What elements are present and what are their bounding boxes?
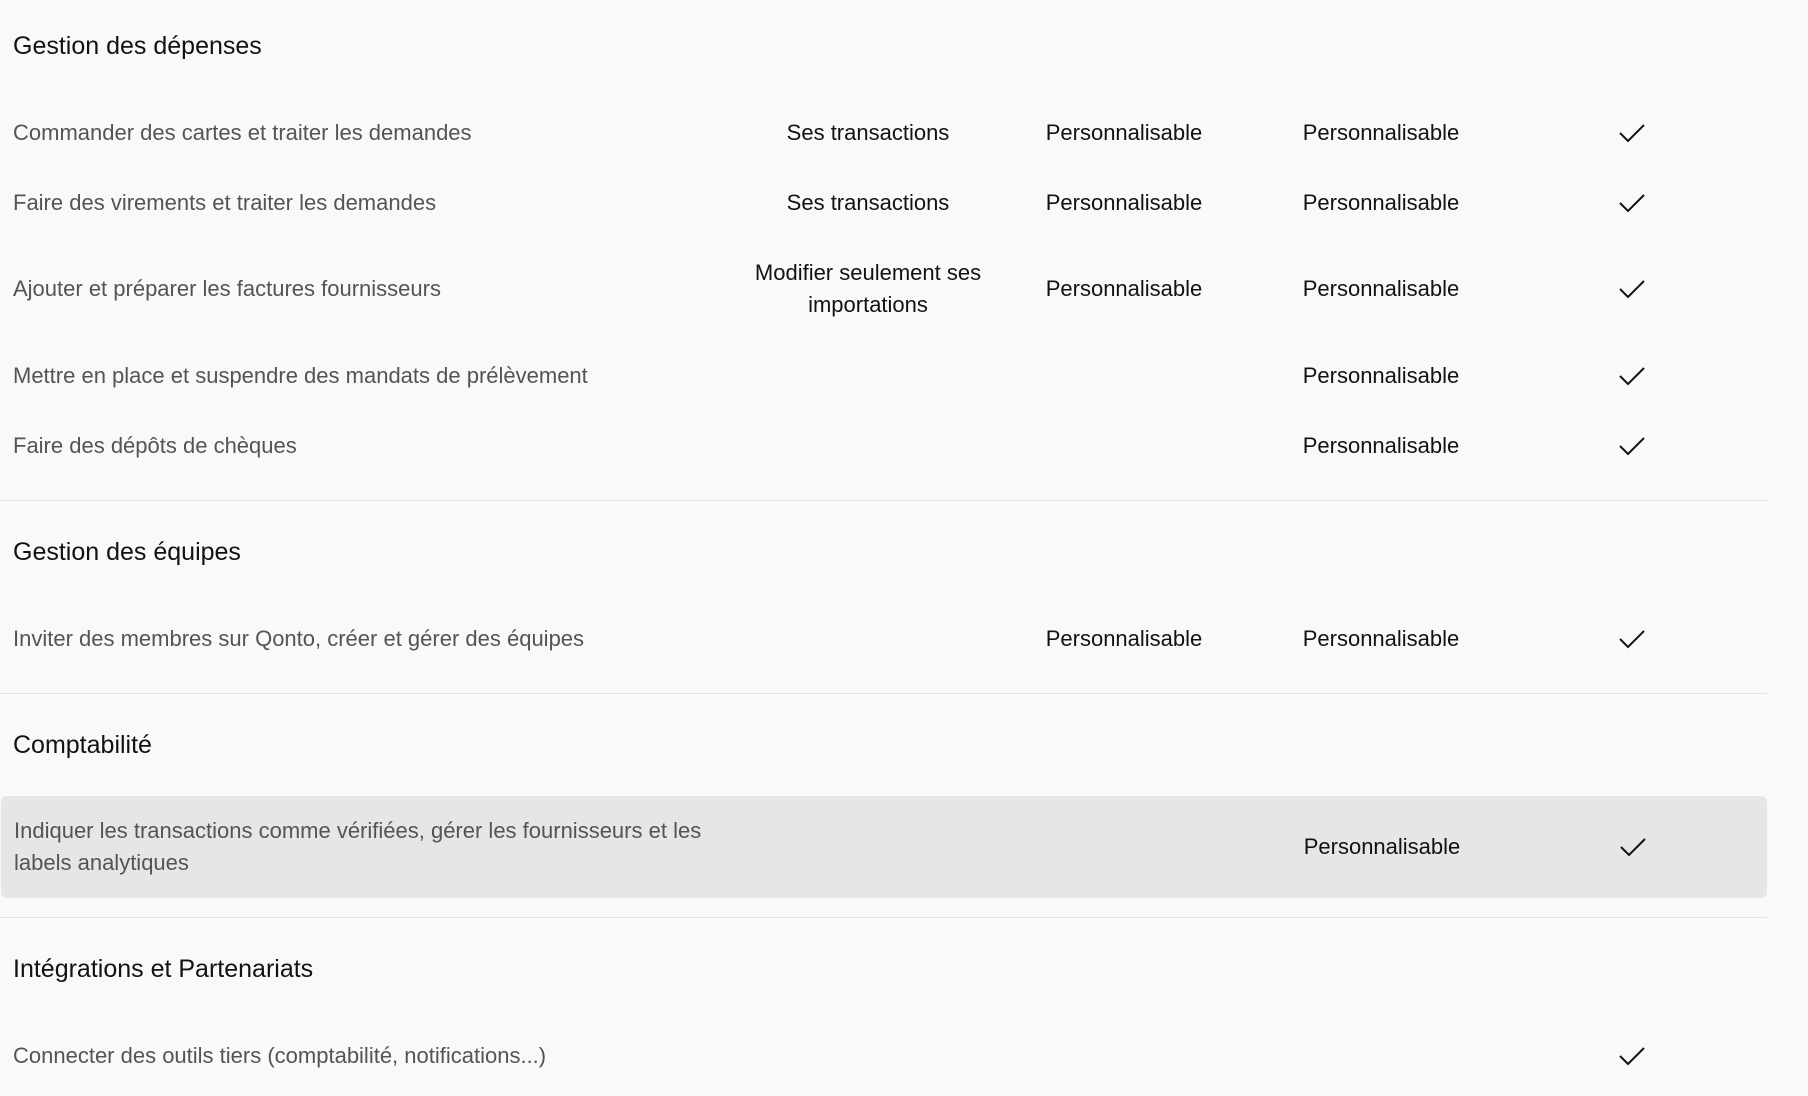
- check-icon: [1617, 1044, 1647, 1068]
- table-row-factures[interactable]: [0, 243, 1767, 335]
- check-icon: [1617, 277, 1647, 301]
- cell-col3: Personnalisable: [1302, 190, 1460, 215]
- table-row-transactions-verifiees[interactable]: [1, 796, 1767, 898]
- cell-col3: Personnalisable: [1302, 626, 1460, 651]
- cell-col3: Personnalisable: [1302, 120, 1460, 145]
- check-icon: [1617, 191, 1647, 215]
- cell-col3: Personnalisable: [1302, 363, 1460, 388]
- check-icon: [1617, 434, 1647, 458]
- row-label: Ajouter et préparer les factures fournisseurs: [13, 276, 441, 301]
- section-divider: [0, 500, 1767, 501]
- cell-col2: Personnalisable: [1045, 276, 1203, 301]
- section-title-comptabilite: Comptabilité: [13, 731, 152, 759]
- check-icon: [1618, 835, 1648, 859]
- check-icon: [1617, 364, 1647, 388]
- cell-col2: Personnalisable: [1045, 120, 1203, 145]
- row-label: Mettre en place et suspendre des mandats de prélèvement: [13, 363, 588, 388]
- table-row-cheques[interactable]: [0, 415, 1767, 477]
- table-row-outils-tiers[interactable]: [0, 1025, 1767, 1087]
- row-label: Connecter des outils tiers (comptabilité, notifications...): [13, 1043, 547, 1068]
- row-label: Commander des cartes et traiter les demandes: [13, 120, 472, 145]
- check-icon: [1617, 627, 1647, 651]
- row-label: Inviter des membres sur Qonto, créer et gérer des équipes: [13, 626, 585, 651]
- cell-col1: Ses transactions: [786, 190, 950, 215]
- check-icon: [1617, 121, 1647, 145]
- table-row-virements[interactable]: [0, 172, 1767, 234]
- row-label: Faire des virements et traiter les demandes: [13, 190, 437, 215]
- table-row-inviter-membres[interactable]: [0, 608, 1767, 670]
- table-row-commander-cartes[interactable]: [0, 102, 1767, 164]
- section-title-gestion-depenses: Gestion des dépenses: [13, 32, 262, 60]
- section-divider: [0, 917, 1767, 918]
- cell-col3: Personnalisable: [1302, 276, 1460, 301]
- row-label: Faire des dépôts de chèques: [13, 433, 297, 458]
- cell-col2: Personnalisable: [1045, 190, 1203, 215]
- section-divider: [0, 693, 1767, 694]
- cell-col3: Personnalisable: [1302, 433, 1460, 458]
- section-title-integrations: Intégrations et Partenariats: [13, 955, 314, 983]
- row-label: Indiquer les transactions comme vérifiées, gérer les fournisseurs et les labels analytiques: [14, 818, 702, 875]
- cell-col1: Ses transactions: [786, 120, 950, 145]
- section-title-gestion-equipes: Gestion des équipes: [13, 538, 241, 566]
- cell-col1: Modifier seulement ses importations: [754, 260, 982, 317]
- cell-col3: Personnalisable: [1303, 834, 1461, 859]
- cell-col2: Personnalisable: [1045, 626, 1203, 651]
- table-row-mandats[interactable]: [0, 345, 1767, 407]
